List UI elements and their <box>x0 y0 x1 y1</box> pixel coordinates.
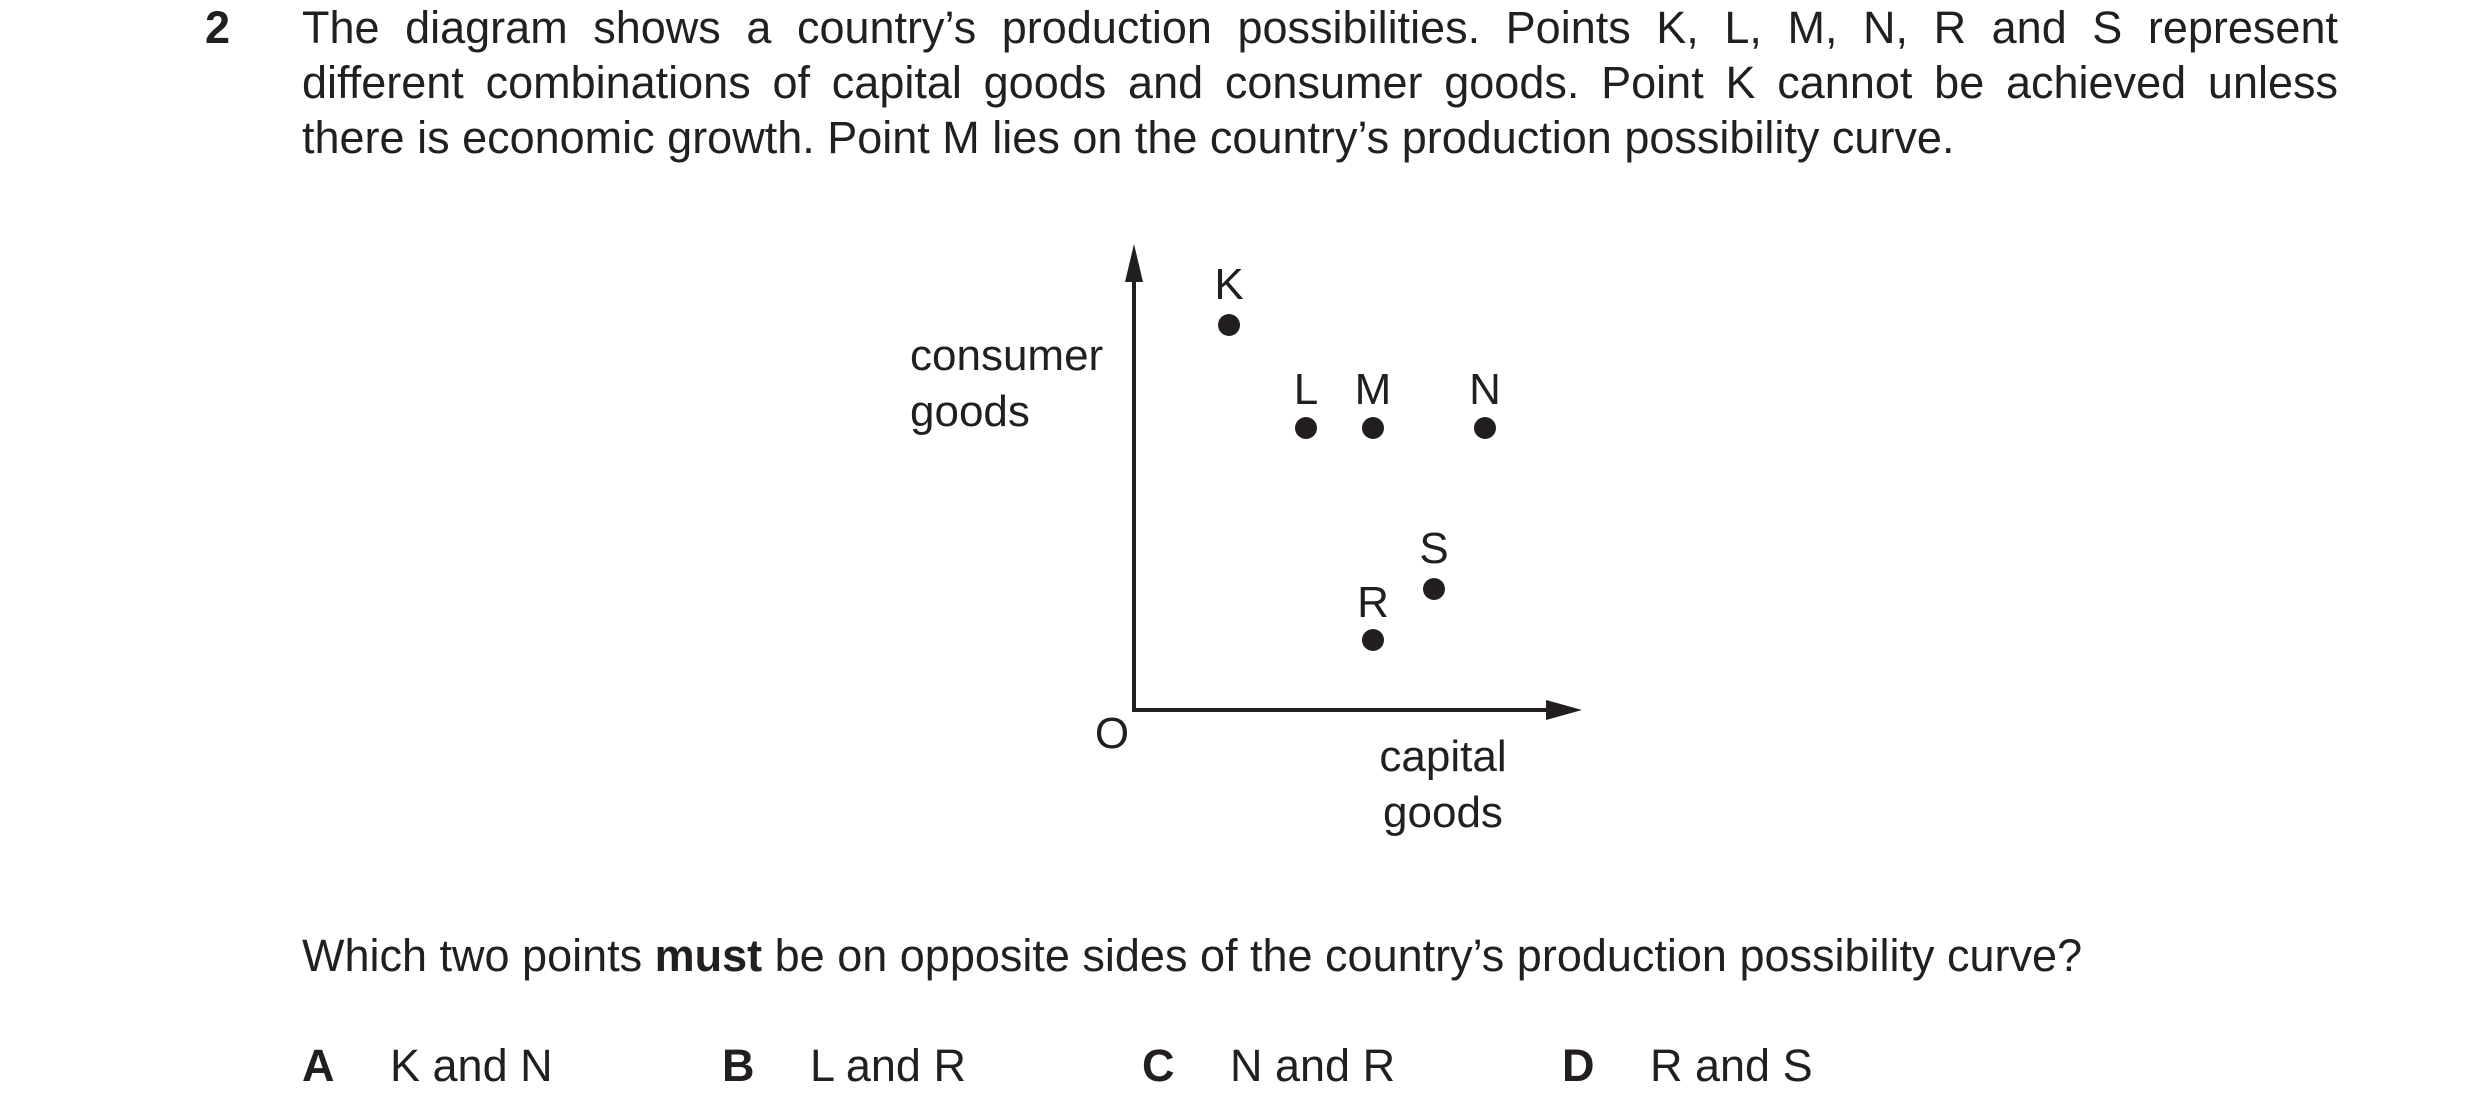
option-b-letter: B <box>722 1040 755 1091</box>
point-m-label: M <box>1354 365 1392 414</box>
point-l-label: L <box>1293 365 1319 414</box>
option-d[interactable] <box>1562 1038 1813 1093</box>
point-n-label: N <box>1469 365 1501 414</box>
question-line-1: The diagram shows a country’s production possibilities. Points K, L, M, N, R and S represent <box>302 2 2338 53</box>
point-m-marker <box>1362 417 1384 439</box>
option-a-text: K and N <box>390 1040 553 1091</box>
option-b[interactable] <box>722 1038 966 1093</box>
prompt-after: be on opposite sides of the country’s production possibility curve? <box>762 930 2083 981</box>
point-n-marker <box>1474 417 1496 439</box>
option-a-letter: A <box>302 1040 335 1091</box>
origin-label: O <box>1094 709 1130 758</box>
point-k-label: K <box>1214 260 1244 309</box>
question-line-2: different combinations of capital goods and consumer goods. Point K cannot be achieved unless <box>302 57 2338 108</box>
option-c-letter: C <box>1142 1040 1175 1091</box>
option-c[interactable] <box>1142 1038 1395 1093</box>
option-c-text: N and R <box>1230 1040 1396 1091</box>
y-axis-arrowhead <box>1125 244 1143 282</box>
point-l-marker <box>1295 417 1317 439</box>
point-k-marker <box>1218 314 1240 336</box>
point-s-marker <box>1423 578 1445 600</box>
point-r-label: R <box>1357 578 1389 627</box>
point-s-label: S <box>1419 524 1449 573</box>
option-d-letter: D <box>1562 1040 1595 1091</box>
question-prompt <box>302 928 2082 983</box>
y-axis-label-line2: goods <box>910 387 1030 436</box>
prompt-emphasis: must <box>654 930 763 981</box>
option-a[interactable] <box>302 1038 553 1093</box>
x-axis-arrowhead <box>1546 700 1582 720</box>
x-axis-label-line1: capital <box>1379 732 1507 781</box>
prompt-before: Which two points <box>302 930 655 981</box>
x-axis-label-line2: goods <box>1383 788 1503 837</box>
option-b-text: L and R <box>810 1040 966 1091</box>
point-r-marker <box>1362 629 1384 651</box>
question-number: 2 <box>205 2 231 53</box>
question-line-3: there is economic growth. Point M lies on the country’s production possibility curve. <box>302 112 1955 163</box>
option-d-text: R and S <box>1650 1040 1813 1091</box>
y-axis-label-line1: consumer <box>910 331 1104 380</box>
